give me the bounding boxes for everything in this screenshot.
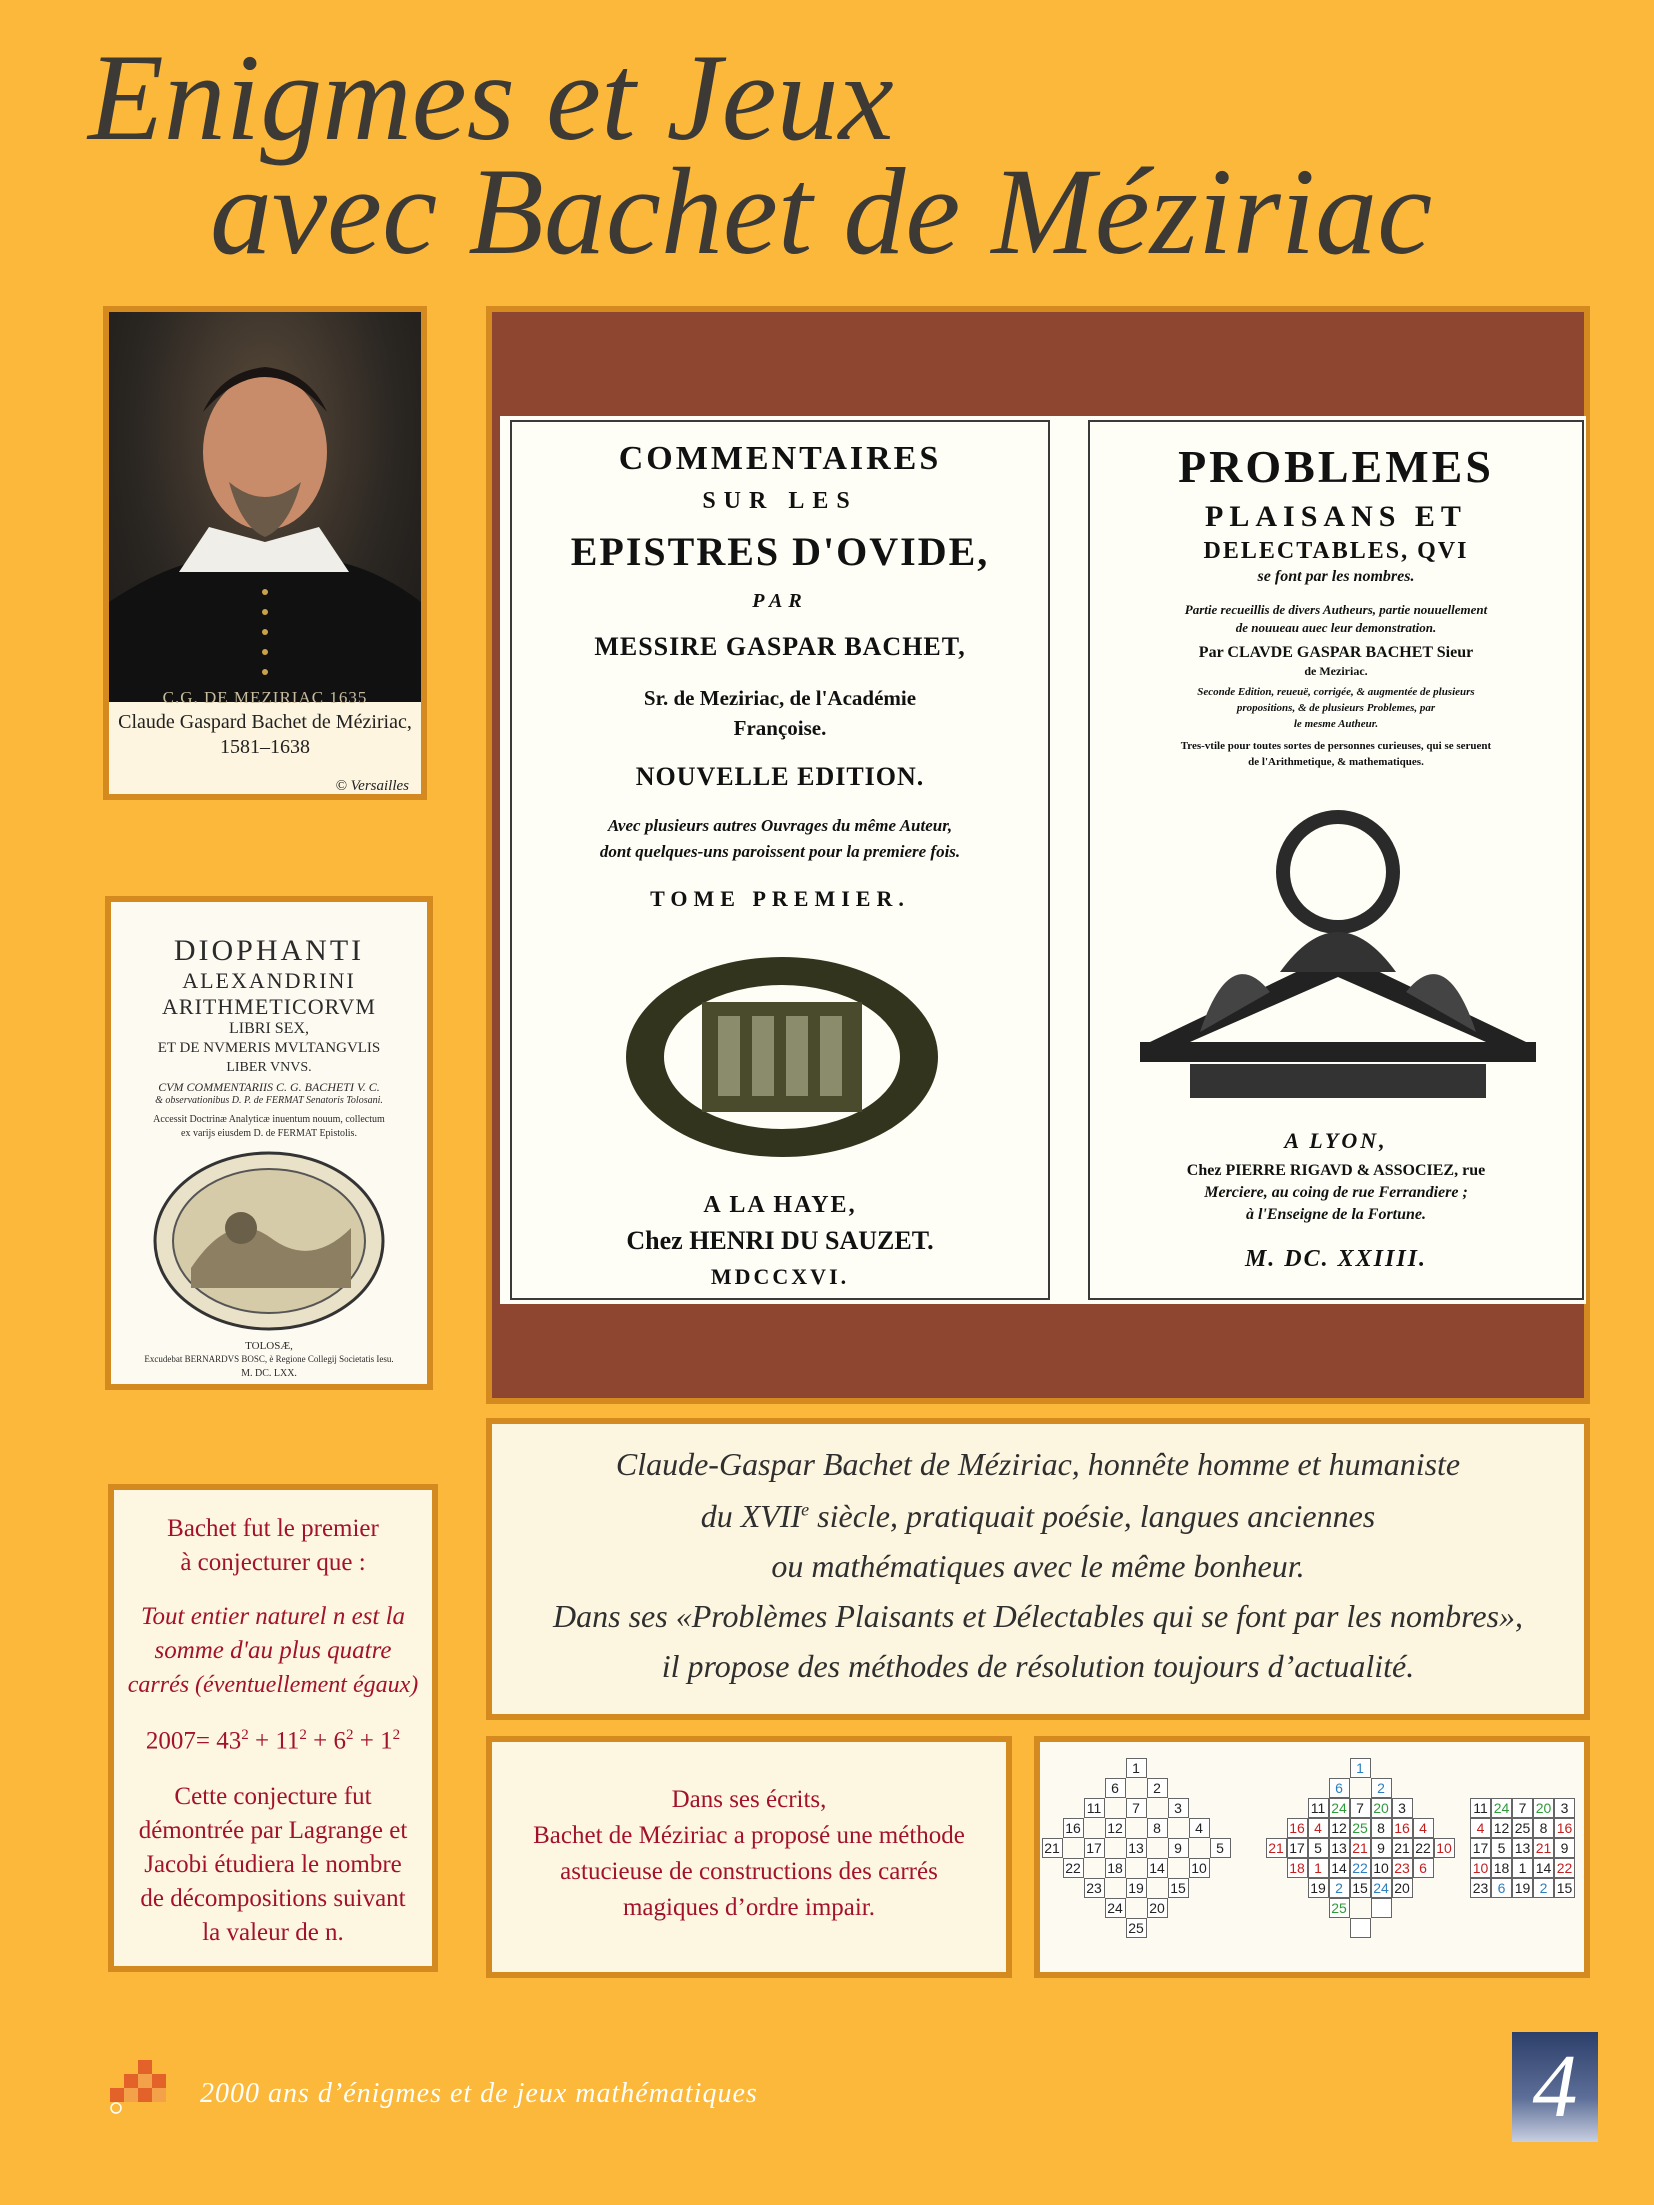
magic-cell: 8 [1371,1818,1392,1838]
book-commentaires [510,420,1050,1300]
title-line-2: avec Bachet de Méziriac [210,143,1433,280]
magic-cell: 7 [1512,1798,1533,1818]
dioph-line: Accessit Doctrinæ Analyticæ inuentum nouum, collectum [153,1114,385,1125]
book1-line: PAR [752,590,808,612]
magic-cell: 14 [1533,1858,1554,1878]
book1-line: TOME PREMIER. [650,886,910,911]
magic-cell: 19 [1308,1878,1329,1898]
magic-cell: 17 [1287,1838,1308,1858]
dioph-line: TOLOSÆ, [245,1340,293,1352]
dioph-line: ex varijs eiusdem D. de FERMAT Epistolis. [181,1128,357,1139]
magic-cell: 18 [1287,1858,1308,1878]
magic-cell: 23 [1084,1878,1105,1898]
magic-cell: 7 [1126,1798,1147,1818]
magic-cell: 23 [1470,1878,1491,1898]
conj-line: Jacobi étudiera le nombre [144,1851,402,1878]
magic-cell: 5 [1308,1838,1329,1858]
magic-cell [1350,1918,1371,1938]
book2-line: le mesme Autheur. [1293,718,1379,730]
magic-cell: 20 [1371,1798,1392,1818]
dioph-line: LIBRI SEX, [229,1020,309,1037]
magic-cell: 4 [1189,1818,1210,1838]
conj-line: Tout entier naturel n est la [140,1603,406,1630]
book1-line: Françoise. [733,716,827,740]
book1-line: Sr. de Meziriac, de l'Académie [643,686,917,710]
conj-line: de décompositions suivant [140,1885,406,1912]
magic-cell: 13 [1512,1838,1533,1858]
magic-cell: 8 [1147,1818,1168,1838]
magic-cell: 11 [1308,1798,1329,1818]
magic-cell: 12 [1329,1818,1350,1838]
magic-cell: 3 [1168,1798,1189,1818]
magic-cell: 1 [1126,1758,1147,1778]
magic-squares-figure [1034,1736,1590,1978]
footer-text: 2000 ans d’énigmes et de jeux mathématiques [200,2078,758,2109]
book1-line: Chez HENRI DU SAUZET. [626,1226,934,1255]
dioph-line: ARITHMETICORVM [162,994,376,1019]
magic-cell: 1 [1512,1858,1533,1878]
eq-exp: 2 [241,1727,249,1743]
magic-cell: 21 [1266,1838,1287,1858]
dioph-line: ET DE NVMERIS MVLTANGVLIS [157,1040,381,1056]
magic-cell: 10 [1189,1858,1210,1878]
book2-line: DELECTABLES, QVI [1203,538,1469,564]
magic-cell: 6 [1413,1858,1434,1878]
magic-cell: 21 [1350,1838,1371,1858]
footer-logo-icon [106,2054,176,2116]
portrait-painting [109,312,421,702]
magic-cell: 25 [1329,1898,1350,1918]
magic-cell: 20 [1392,1878,1413,1898]
book2-line: de nouueau auec leur demonstration. [1235,620,1437,635]
eq-exp: 2 [392,1727,401,1743]
magic-cell: 23 [1392,1858,1413,1878]
eq-part: + 11 [248,1727,300,1755]
magic-cell: 24 [1329,1798,1350,1818]
magic-cell: 3 [1392,1798,1413,1818]
conjecture-panel [108,1484,438,1972]
magic-cell: 11 [1470,1798,1491,1818]
books-panel [486,306,1590,1404]
book2-line: propositions, & de plusieurs Problemes, par [1236,702,1436,714]
magic-cell: 12 [1105,1818,1126,1838]
magic-cell: 17 [1470,1838,1491,1858]
magic-cell: 20 [1147,1898,1168,1918]
desc-line: Dans ses «Problèmes Plaisants et Délectables qui se font par les nombres», [553,1598,1523,1634]
magic-cell: 10 [1371,1858,1392,1878]
magic-cell: 6 [1491,1878,1512,1898]
portrait-inscription: C.G. DE MEZIRIAC 1635 [162,688,368,707]
title-line-1: Enigmes et Jeux [88,29,894,166]
magic-cell: 22 [1350,1858,1371,1878]
magic-line: Dans ses écrits, [671,1786,827,1813]
magic-cell: 2 [1533,1878,1554,1898]
magic-cell: 11 [1084,1798,1105,1818]
diophantus-title-page [105,896,433,1390]
magic-cell: 15 [1350,1878,1371,1898]
magic-cell: 7 [1350,1798,1371,1818]
desc-fragment: siècle, pratiquait poésie, langues anciennes [809,1498,1376,1534]
book2-line: de Meziriac. [1304,664,1368,678]
magic-cell: 6 [1329,1778,1350,1798]
magic-cell: 17 [1084,1838,1105,1858]
book2-line: Chez PIERRE RIGAVD & ASSOCIEZ, rue [1186,1162,1486,1179]
portrait-credit: © Versailles [335,778,409,794]
eq-exp: 2 [346,1727,354,1743]
magic-cell: 19 [1512,1878,1533,1898]
book2-line: se font par les nombres. [1257,568,1415,585]
magic-cell: 9 [1168,1838,1189,1858]
conj-line: à conjecturer que : [180,1549,366,1576]
magic-cell: 21 [1392,1838,1413,1858]
desc-line: il propose des méthodes de résolution toujours d’actualité. [661,1648,1415,1684]
magic-cell: 1 [1308,1858,1329,1878]
magic-cell: 9 [1554,1838,1575,1858]
page-title [0,0,1654,280]
dioph-line: DIOPHANTI [173,934,365,967]
magic-cell: 12 [1491,1818,1512,1838]
magic-cell: 22 [1063,1858,1084,1878]
eq-part: + 6 [306,1727,347,1755]
magic-cell: 25 [1512,1818,1533,1838]
magic-cell: 14 [1329,1858,1350,1878]
magic-squares-grid [1040,1742,1584,1972]
conj-line: Bachet fut le premier [167,1515,379,1542]
magic-line: astucieuse de constructions des carrés [560,1858,938,1885]
magic-cell: 24 [1105,1898,1126,1918]
eq-exp: 2 [299,1727,307,1743]
conj-line: carrés (éventuellement égaux) [127,1672,419,1698]
book1-line: MDCCXVI. [710,1264,850,1289]
magic-cell: 5 [1491,1838,1512,1858]
conj-line: somme d'au plus quatre [154,1637,392,1664]
magic-cell: 22 [1554,1858,1575,1878]
book2-line: Partie recueillis de divers Autheurs, partie nouuellement [1184,602,1488,617]
caption-line-2: 1581–1638 [220,736,310,758]
magic-cell: 10 [1434,1838,1455,1858]
magic-cell: 2 [1371,1778,1392,1798]
magic-cell: 4 [1413,1818,1434,1838]
book1-line: SUR LES [702,488,858,514]
desc-superscript: e [801,1499,810,1520]
magic-cell: 25 [1126,1918,1147,1938]
magic-cell: 13 [1126,1838,1147,1858]
eq-part: 2007= 43 [145,1727,242,1755]
magic-cell: 4 [1470,1818,1491,1838]
book2-line: Merciere, au coing de rue Ferrandiere ; [1204,1184,1468,1201]
book-problemes [1088,420,1584,1300]
book2-line: Tres-vtile pour toutes sortes de personnes curieuses, qui se seruent [1180,740,1492,752]
magic-cell: 22 [1413,1838,1434,1858]
book1-vignette [622,952,942,1162]
magic-cell: 3 [1554,1798,1575,1818]
magic-line: magiques d’ordre impair. [622,1894,875,1921]
magic-cell: 20 [1533,1798,1554,1818]
page-number: 4 [1512,2032,1598,2142]
magic-cell: 24 [1491,1798,1512,1818]
magic-cell: 19 [1126,1878,1147,1898]
magic-cell: 2 [1147,1778,1168,1798]
magic-cell: 4 [1308,1818,1329,1838]
book1-line: A LA HAYE, [703,1192,857,1218]
description-panel [486,1418,1590,1720]
eq-part: + 1 [353,1727,393,1755]
desc-line: Claude-Gaspar Bachet de Méziriac, honnête homme et humaniste [615,1446,1461,1482]
portrait-panel [103,306,427,800]
magic-cell: 16 [1063,1818,1084,1838]
book1-line: Avec plusieurs autres Ouvrages du même Auteur, [607,816,953,835]
magic-cell: 16 [1287,1818,1308,1838]
magic-cell: 25 [1350,1818,1371,1838]
magic-cell: 13 [1329,1838,1350,1858]
magic-line: Bachet de Méziriac a proposé une méthode [533,1822,965,1849]
magic-cell: 10 [1470,1858,1491,1878]
magic-cell: 9 [1371,1838,1392,1858]
dioph-line: ALEXANDRINI [182,968,356,993]
book2-line: A LYON, [1284,1128,1388,1153]
book1-line: EPISTRES D'OVIDE, [570,529,990,574]
dioph-engraving [151,1148,387,1334]
dioph-line: M. DC. LXX. [241,1368,297,1379]
book1-line: MESSIRE GASPAR BACHET, [594,632,966,661]
desc-line: ou mathématiques avec le même bonheur. [771,1548,1305,1584]
dioph-line: LIBER VNVS. [226,1060,312,1075]
book2-line: M. DC. XXIIII. [1244,1246,1428,1272]
conj-line: démontrée par Lagrange et [138,1817,408,1844]
conj-equation [114,1718,432,1758]
conj-line: Cette conjecture fut [174,1783,372,1810]
magic-cell: 16 [1392,1818,1413,1838]
desc-fragment: du XVII [700,1498,802,1534]
book2-engraving [1130,792,1546,1102]
book1-line: dont quelques-uns paroissent pour la premiere fois. [599,842,961,861]
dioph-line: CVM COMMENTARIIS C. G. BACHETI V. C. [158,1080,380,1094]
magic-cell: 21 [1042,1838,1063,1858]
dioph-line: Excudebat BERNARDVS BOSC, è Regione Collegij Societatis Iesu. [144,1354,394,1364]
desc-line [492,1498,1584,1535]
magic-cell: 18 [1105,1858,1126,1878]
portrait-caption [109,710,421,760]
caption-line-1: Claude Gaspard Bachet de Méziriac, [118,711,412,733]
magic-cell: 5 [1210,1838,1231,1858]
magic-cell: 2 [1329,1878,1350,1898]
magic-squares-text-panel [486,1736,1012,1978]
book2-line: Seconde Edition, reueuë, corrigée, & augmentée de plusieurs [1197,686,1475,698]
magic-cell: 21 [1533,1838,1554,1858]
book2-line: de l'Arithmetique, & mathematiques. [1248,756,1424,768]
magic-cell: 1 [1350,1758,1371,1778]
book2-line: PROBLEMES [1178,441,1494,492]
magic-cell: 18 [1491,1858,1512,1878]
book2-line: à l'Enseigne de la Fortune. [1245,1206,1427,1223]
magic-cell: 24 [1371,1878,1392,1898]
dioph-line: & observationibus D. P. de FERMAT Senatoris Tolosani. [155,1095,383,1106]
magic-cell: 6 [1105,1778,1126,1798]
magic-cell [1371,1898,1392,1918]
book1-line: COMMENTAIRES [618,440,942,477]
book2-line: Par CLAVDE GASPAR BACHET Sieur [1198,644,1474,661]
book2-line: PLAISANS ET [1205,500,1467,533]
magic-cell: 15 [1168,1878,1189,1898]
book1-line: NOUVELLE EDITION. [635,762,925,791]
magic-cell: 16 [1554,1818,1575,1838]
magic-cell: 14 [1147,1858,1168,1878]
magic-cell: 8 [1533,1818,1554,1838]
magic-cell: 15 [1554,1878,1575,1898]
conj-line: la valeur de n. [202,1919,344,1946]
